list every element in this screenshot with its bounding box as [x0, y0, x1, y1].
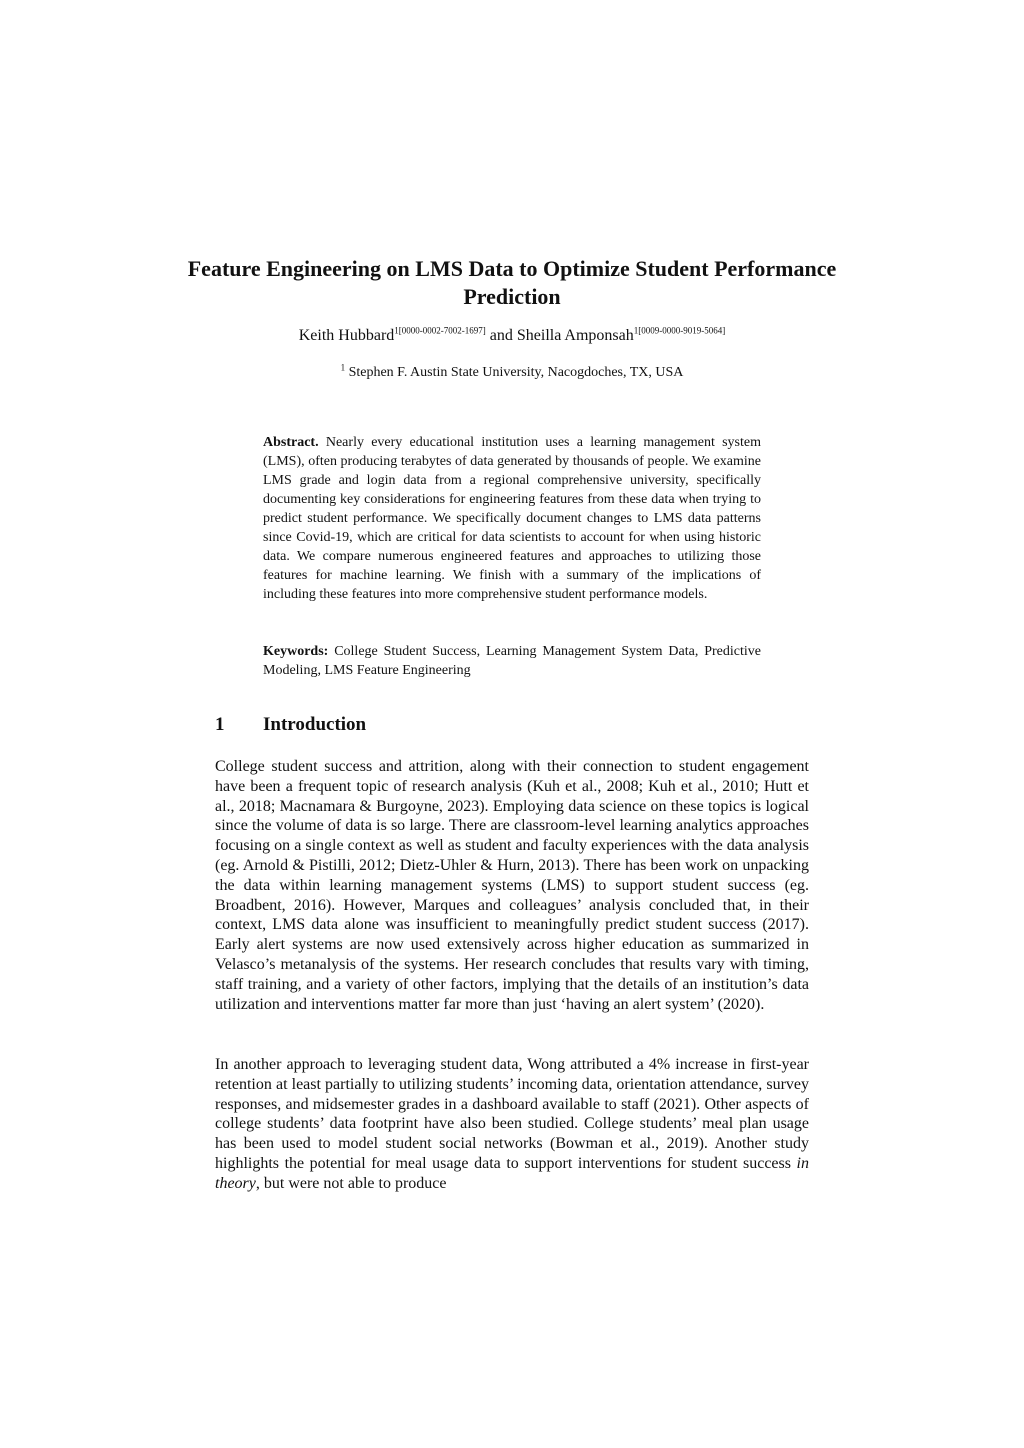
author-2-name: Sheilla Amponsah — [516, 327, 634, 344]
author-2-orcid: 1[0009-0000-9019-5064] — [633, 325, 726, 336]
section-number: 1 — [215, 714, 225, 735]
author-line — [180, 326, 844, 346]
abstract — [263, 433, 761, 604]
author-1-orcid: 1[0000-0002-7002-1697] — [394, 325, 486, 336]
paper-title: Feature Engineering on LMS Data to Optimize Student Performance Prediction — [187, 256, 837, 309]
paragraph-2-text-before: In another approach to leveraging student data, Wong attributed a 4% increase in first-year retention at least partially to utilizing students’ incoming data, orientation attendance, survey responses, and midsemester grades in a dashboard available to staff (2021). Other aspects of college students’ data footprint have also been studied. College students’ meal plan usage has been used to model student social networks (Bowman et al., 2019). Another study highlights the potential for meal usage data to support interventions for student success — [215, 1056, 809, 1172]
paragraph-2-emphasis: in theory — [215, 1154, 809, 1192]
author-1-name: Keith Hubbard — [298, 327, 395, 344]
keywords-text: College Student Success, Learning Management System Data, Predictive Modeling, LMS Feature Engineering — [263, 644, 761, 678]
paragraph-2-text-after: , but were not able to produce — [255, 1174, 447, 1192]
keywords-label: Keywords: — [263, 644, 329, 659]
intro-paragraph-1: College student success and attrition, along with their connection to student engagement have been a frequent topic of research analysis (Kuh et al., 2008; Kuh et al., 2010; Hutt et al., 2018; Macnamara & Burgoyne, 2023). Employing data science on these topics is logical since the volume of data is so large. There are classroom-level learning analytics approaches focusing on a single context as well as student and faculty experiences with the data analysis (eg. Arnold & Pistilli, 2012; Dietz-Uhler & Hurn, 2013). There has been work on unpacking the data within learning management systems (LMS) to support student success (eg. Broadbent, 2016). However, Marques and colleagues’ analysis concluded that, in their context, LMS data alone was insufficient to meaningfully predict student success (2017). Early alert systems are now used extensively across higher education as summarized in Velasco’s metanalysis of the systems. Her research concludes that results vary with timing, staff training, and a variety of other factors, implying that the details of an institution’s data utilization and interventions matter far more than just ‘having an alert system’ (2020). — [215, 758, 809, 1013]
abstract-label: Abstract. — [263, 435, 319, 450]
intro-paragraph-2 — [215, 1055, 809, 1194]
affiliation-marker: 1 — [340, 362, 346, 373]
author-conjunction: and — [485, 327, 517, 344]
abstract-text: Nearly every educational institution uses a learning management system (LMS), often producing terabytes of data generated by thousands of people. We examine LMS grade and login data from a regional comprehensive university, specifically documenting key considerations for engineering features from these data when trying to predict student performance. We specifically document changes to LMS data patterns since Covid-19, which are critical for data scientists to account for when using historic data. We compare numerous engineered features and approaches to utilizing those features for machine learning. We finish with a summary of the implications of including these features into more comprehensive student performance models. — [263, 435, 761, 602]
keywords — [263, 642, 761, 680]
section-title: Introduction — [263, 714, 367, 735]
affiliation-text: Stephen F. Austin State University, Nacogdoches, TX, USA — [345, 365, 684, 380]
affiliation — [180, 364, 844, 382]
section-heading-introduction — [215, 712, 366, 738]
